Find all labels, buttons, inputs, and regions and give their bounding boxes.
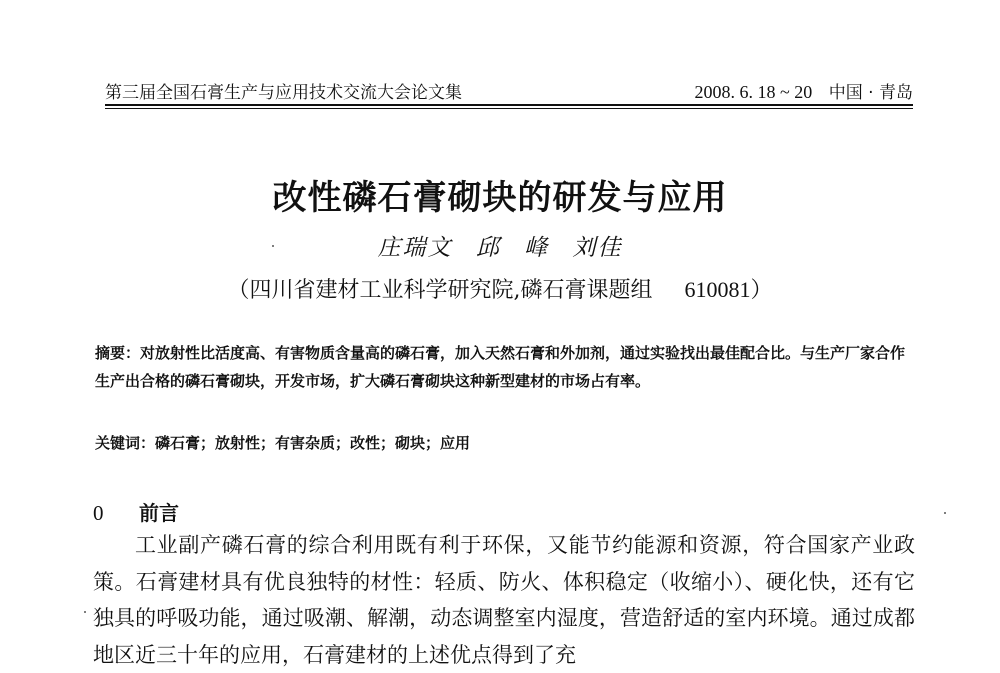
paper-authors: 庄瑞文 邱 峰 刘佳 (377, 235, 623, 261)
affiliation-text: （四川省建材工业科学研究院,磷石膏课题组 (227, 278, 653, 303)
scan-speck (944, 512, 946, 514)
abstract-text: 对放射性比活度高、有害物质含量高的磷石膏，加入天然石膏和外加剂，通过实验找出最佳配合比。与生产厂家合作生产出合格的磷石膏砌块，开发市场，扩大磷石膏砌块这种新型建材的市场占有率。 (95, 344, 906, 390)
section-number: 0 (93, 501, 104, 525)
proceedings-title: 第三届全国石膏生产与应用技术交流大会论文集 (105, 83, 462, 103)
conference-date: 2008. 6. 18 ~ 20 (694, 82, 813, 102)
section-heading (93, 497, 179, 526)
conference-date-location (695, 78, 913, 103)
scan-speck (84, 611, 86, 613)
keywords-text: 磷石膏；放射性；有害杂质；改性；砌块；应用 (155, 434, 471, 452)
paper-title: 改性磷石膏砌块的研发与应用 (272, 178, 728, 218)
abstract (95, 339, 913, 395)
header-rule-thick (105, 104, 913, 106)
running-header (105, 78, 913, 104)
affiliation-postcode: 610081） (684, 277, 773, 302)
keywords (95, 431, 913, 455)
author-affiliation (0, 273, 1000, 304)
abstract-label: 摘要： (95, 344, 141, 362)
section-title: 前言 (139, 501, 179, 525)
conference-location: 中国 · 青岛 (828, 83, 913, 103)
keywords-label: 关键词： (95, 434, 156, 452)
header-rule-thin (105, 108, 913, 109)
scan-speck (272, 245, 274, 247)
body-paragraph: 工业副产磷石膏的综合利用既有利于环保，又能节约能源和资源，符合国家产业政策。石膏建材具有优良独特的材性：轻质、防火、体积稳定（收缩小）、硬化快，还有它独具的呼吸功能，通过吸潮、解潮，动态调整室内湿度，营造舒适的室内环境。通过成都地区近三十年的应用，石膏建材的上述优点得到了充 (93, 533, 915, 667)
